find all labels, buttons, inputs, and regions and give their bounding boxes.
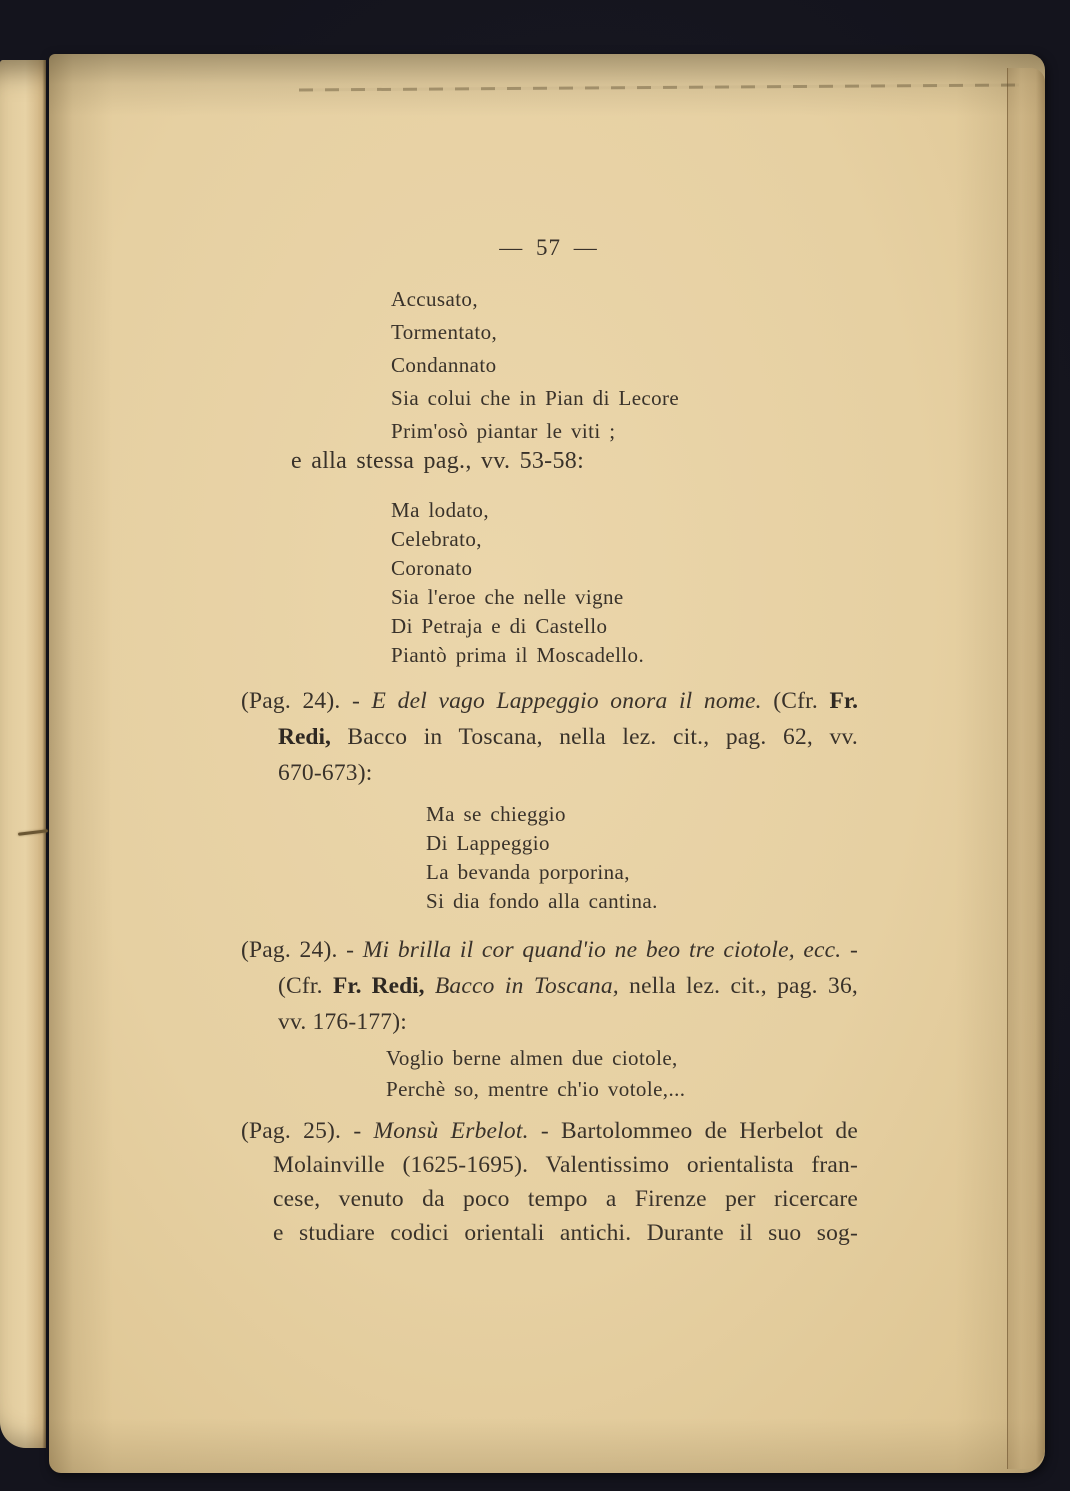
top-deckle-line: [299, 83, 1019, 91]
verse-line: Voglio berne almen due ciotole,: [386, 1046, 678, 1070]
verse-line: Coronato: [391, 556, 473, 580]
verse-block-3: [426, 800, 658, 916]
annotation-pag25-line1: (Pag. 25). - Monsù Erbelot. - Bartolommeo de Herbelot de: [241, 1118, 858, 1144]
verse-line: Tormentato,: [391, 320, 498, 344]
verse-line: Di Petraja e di Castello: [391, 614, 608, 638]
page-stack-right-edge: [1007, 68, 1045, 1469]
verse-block-4: [386, 1043, 685, 1105]
verse-block-2: [391, 496, 644, 670]
inline-note: e alla stessa pag., vv. 53-58:: [291, 448, 585, 474]
annotation-pag25-line4: e studiare codici orientali antichi. Durante il suo sog-: [273, 1220, 858, 1246]
verse-line: La bevanda porporina,: [426, 860, 630, 884]
verse-line: Accusato,: [391, 287, 478, 311]
verse-block-1: [391, 283, 679, 448]
verse-line: Prim'osò piantar le viti ;: [391, 419, 616, 443]
annotation-pag24b-line2: (Cfr. Fr. Redi, Bacco in Toscana, nella lez. cit., pag. 36,: [278, 973, 858, 999]
verse-line: Perchè so, mentre ch'io votole,...: [386, 1077, 686, 1101]
verse-line: Celebrato,: [391, 527, 482, 551]
annotation-pag25-line2: Molainville (1625-1695). Valentissimo orientalista fran-: [273, 1152, 858, 1178]
annotation-pag25-line3: cese, venuto da poco tempo a Firenze per ricercare: [273, 1186, 858, 1212]
annotation-pag24-line3: 670-673):: [278, 760, 373, 786]
annotation-pag24b-line1: (Pag. 24). - Mi brilla il cor quand'io ne beo tre ciotole, ecc. -: [241, 937, 858, 963]
verse-line: Piantò prima il Moscadello.: [391, 643, 645, 667]
verse-line: Condannato: [391, 353, 497, 377]
verse-line: Si dia fondo alla cantina.: [426, 889, 658, 913]
book-page: [49, 54, 1045, 1473]
annotation-pag24-line2: Redi, Bacco in Toscana, nella lez. cit., pag. 62, vv.: [278, 724, 858, 750]
verse-line: Sia l'eroe che nelle vigne: [391, 585, 624, 609]
verse-line: Ma se chieggio: [426, 802, 566, 826]
verse-line: Di Lappeggio: [426, 831, 550, 855]
verse-line: Sia colui che in Pian di Lecore: [391, 386, 680, 410]
annotation-pag24b-line3: vv. 176-177):: [278, 1009, 408, 1035]
page-number: — 57 —: [499, 235, 598, 260]
annotation-pag24-line1: (Pag. 24). - E del vago Lappeggio onora il nome. (Cfr. Fr.: [241, 688, 859, 714]
verse-line: Ma lodato,: [391, 498, 489, 522]
previous-page-edge: [0, 60, 46, 1448]
